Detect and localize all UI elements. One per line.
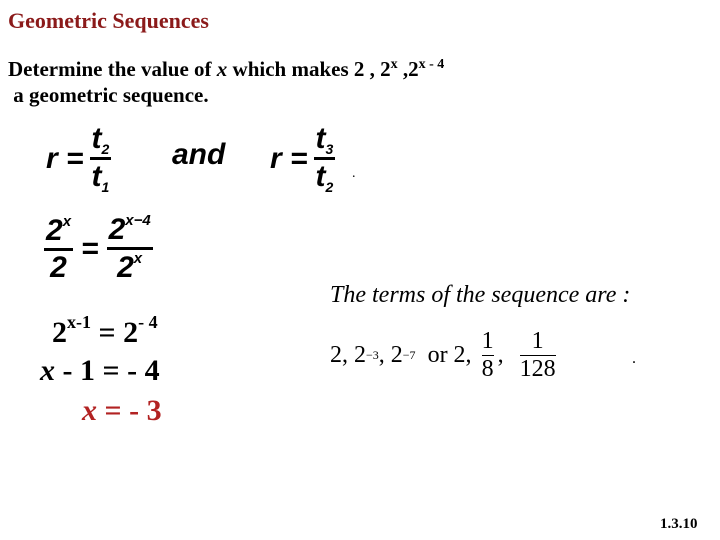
left-fraction: $\frac{2^x}{2}$ <box>46 212 72 284</box>
exponential-equation <box>44 212 153 285</box>
stray-dot: . <box>632 350 636 367</box>
prompt-text-a: Determine the value of <box>8 57 217 81</box>
term-fraction-2: 1 128 <box>519 328 556 382</box>
and-connector: and <box>172 138 226 171</box>
right-fraction: $\frac{2^{x-4}}{2^x}$ <box>108 212 151 284</box>
ratio-formula-1 <box>46 122 111 195</box>
ratio1-numerator: $t_2$ <box>91 122 110 157</box>
stray-dot: . <box>352 166 356 181</box>
sequence-terms: 2, 2 −3 , 2 −7 or 2, 1 8 , 1 128 <box>330 328 556 382</box>
page-number: 1.3.10 <box>660 516 698 532</box>
prompt-text-c: ,2 <box>397 57 419 81</box>
ratio2-numerator: $t_3$ <box>315 122 334 157</box>
prompt-line-2: a geometric sequence. <box>13 83 209 108</box>
ratio1-lhs: r = <box>46 141 84 175</box>
ratio2-denominator: $t_2$ <box>315 160 334 195</box>
ratio1-denominator: $t_1$ <box>91 160 110 195</box>
step-exponent-equation: x - 1 = - 4 <box>40 354 160 387</box>
solution-answer: x = - 3 <box>82 394 162 427</box>
prompt-exp-1: x <box>390 57 398 72</box>
step-equate-exponents: $2^{x-1} = 2^{- 4}$ <box>52 312 158 349</box>
ratio2-fraction <box>314 122 336 195</box>
prompt-var-x: x <box>216 57 228 81</box>
ratio-formula-2 <box>270 122 335 195</box>
equals-sign: = <box>81 231 99 265</box>
term-fraction-1: 1 8 <box>481 328 494 382</box>
prompt-text-b: which makes 2 , 2 <box>227 57 391 81</box>
ratio1-fraction <box>90 122 112 195</box>
terms-label: The terms of the sequence are : <box>330 282 631 308</box>
slide-title: Geometric Sequences <box>8 8 209 33</box>
prompt-exp-2: x - 4 <box>418 57 445 72</box>
ratio2-lhs: r = <box>270 141 308 175</box>
problem-statement <box>8 56 444 109</box>
